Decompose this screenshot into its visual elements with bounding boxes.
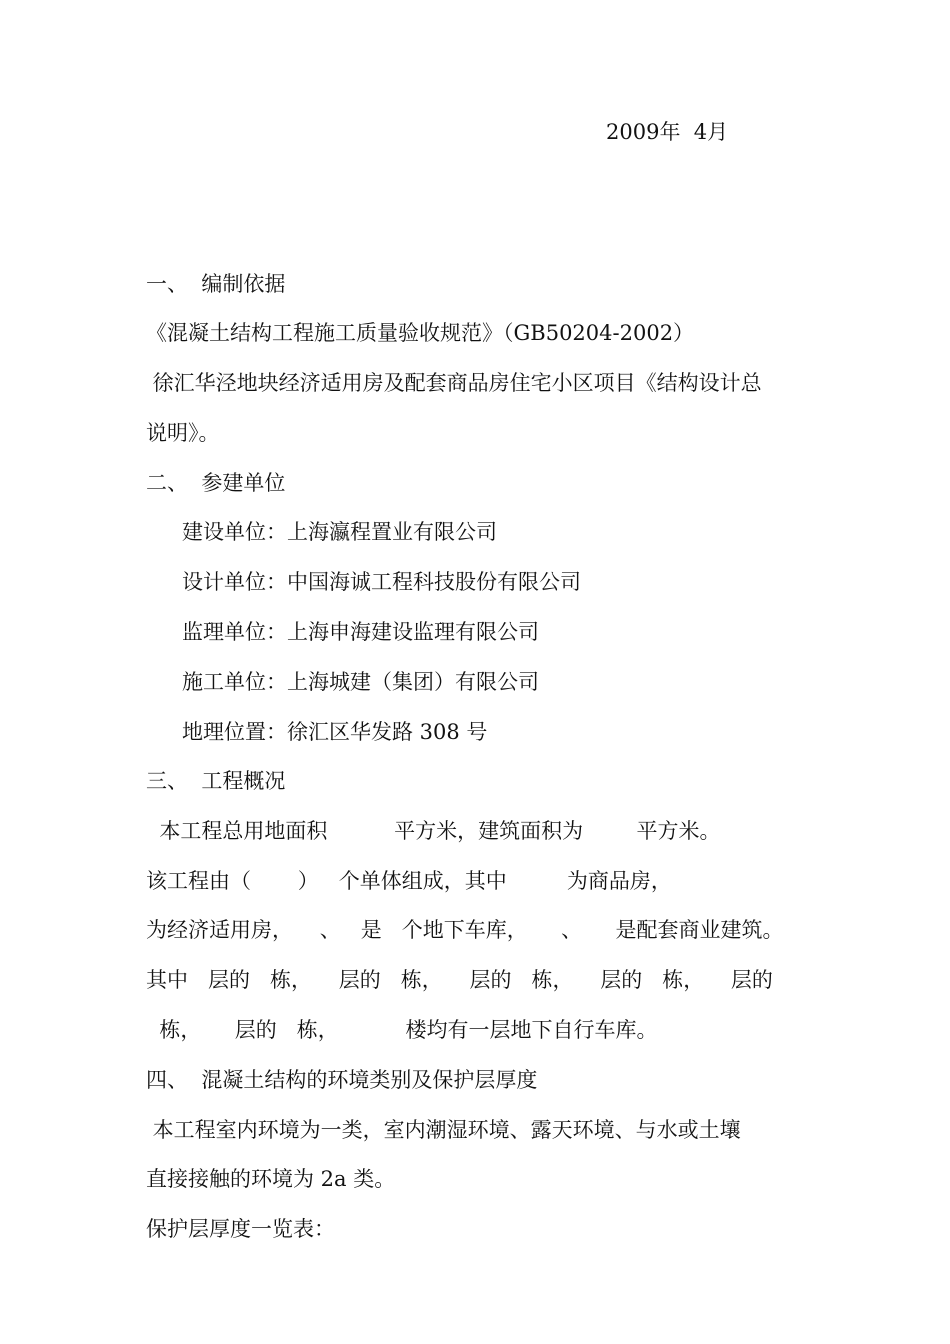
- section1-line3: 说明》。: [146, 421, 220, 445]
- section3-paragraph-line5: 栋， 层的 栋， 楼均有一层地下自行车库。: [146, 1018, 658, 1042]
- document-date: 2009年 4月: [606, 120, 729, 144]
- section3-paragraph-line1: 本工程总用地面积 平方米，建筑面积为 平方米。: [146, 819, 721, 843]
- section3-paragraph-line3: 为经济适用房， 、 是 个地下车库， 、 是配套商业建筑。: [146, 918, 784, 942]
- section1-line1: 《混凝土结构工程施工质量验收规范》（GB50204-2002）: [146, 321, 695, 345]
- section2-item-location: 地理位置：徐汇区华发路 308 号: [182, 720, 488, 744]
- section4-heading: 四、 混凝土结构的环境类别及保护层厚度: [146, 1068, 538, 1092]
- section2-item-contractor: 施工单位：上海城建（集团）有限公司: [182, 670, 539, 694]
- section2-item-supervision: 监理单位：上海申海建设监理有限公司: [182, 620, 539, 644]
- section2-heading: 二、 参建单位: [146, 471, 286, 495]
- section3-paragraph-line4: 其中 层的 栋， 层的 栋， 层的 栋， 层的 栋， 层的: [146, 968, 773, 992]
- section3-paragraph-line2: 该工程由（ ） 个单体组成，其中 为商品房，: [146, 869, 672, 893]
- section4-paragraph-line2: 直接接触的环境为 2a 类。: [146, 1167, 396, 1191]
- section4-paragraph-line1: 本工程室内环境为一类，室内潮湿环境、露天环境、与水或土壤: [146, 1118, 741, 1142]
- section1-heading: 一、 编制依据: [146, 272, 286, 296]
- section2-item-construction: 建设单位：上海瀛程置业有限公司: [182, 520, 497, 544]
- section3-heading: 三、 工程概况: [146, 769, 286, 793]
- section4-paragraph-line3: 保护层厚度一览表：: [146, 1217, 335, 1241]
- section1-line2: 徐汇华泾地块经济适用房及配套商品房住宅小区项目《结构设计总: [146, 371, 762, 395]
- section2-item-design: 设计单位：中国海诚工程科技股份有限公司: [182, 570, 581, 594]
